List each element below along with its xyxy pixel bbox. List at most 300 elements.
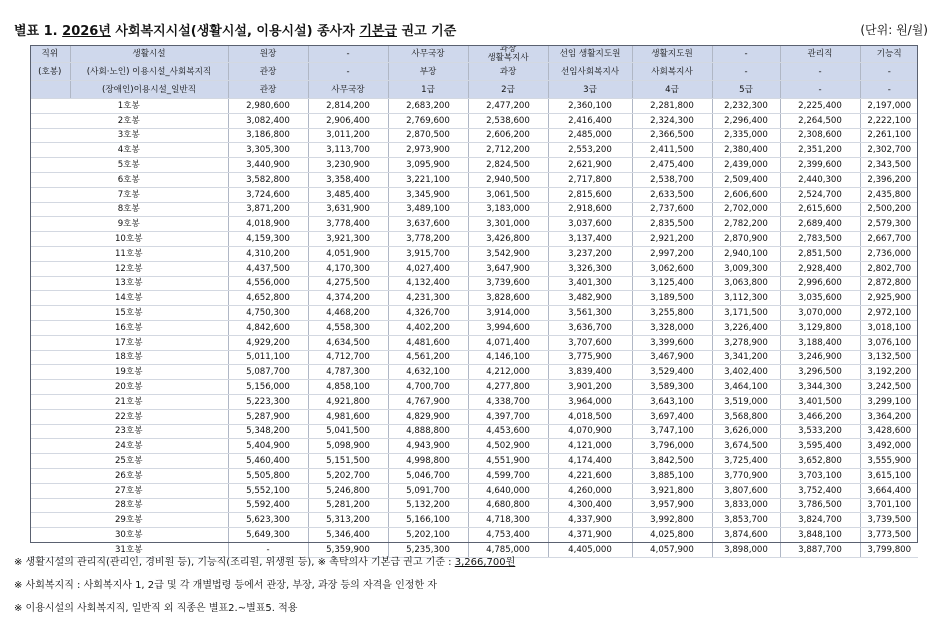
note-3: ※ 이용시설의 사회복지직, 일반직 외 직종은 별표2.~별표5. 적용 [14, 603, 298, 614]
header-cell: 2급 [468, 81, 548, 99]
salary-cell: 3,305,300 [228, 143, 308, 158]
salary-cell: 3,901,200 [548, 380, 632, 395]
salary-cell: 5,359,900 [308, 542, 388, 557]
salary-cell: 4,310,200 [228, 246, 308, 261]
salary-cell: 3,874,600 [712, 528, 780, 543]
salary-cell: 5,098,900 [308, 439, 388, 454]
table-row [30, 483, 918, 498]
salary-cell: 3,582,800 [228, 172, 308, 187]
salary-cell: 2,736,000 [860, 246, 918, 261]
salary-cell: 3,725,400 [712, 454, 780, 469]
salary-cell: 4,700,700 [388, 380, 468, 395]
salary-cell: 4,231,300 [388, 291, 468, 306]
salary-cell: 4,371,900 [548, 528, 632, 543]
header-cell: 원장 [228, 45, 308, 63]
salary-cell: 4,929,200 [228, 335, 308, 350]
salary-cell: 3,246,900 [780, 350, 860, 365]
salary-cell: 5,552,100 [228, 483, 308, 498]
salary-cell: 3,964,000 [548, 394, 632, 409]
salary-cell: 3,589,300 [632, 380, 712, 395]
salary-cell: 3,037,600 [548, 217, 632, 232]
salary-cell: 4,260,000 [548, 483, 632, 498]
salary-cell: 3,492,000 [860, 439, 918, 454]
salary-cell: 3,129,800 [780, 320, 860, 335]
salary-cell: 3,786,500 [780, 498, 860, 513]
salary-cell: 4,018,900 [228, 217, 308, 232]
table-row [30, 513, 918, 528]
salary-cell: 3,848,100 [780, 528, 860, 543]
salary-cell: 3,842,500 [632, 454, 712, 469]
salary-cell: 4,829,900 [388, 409, 468, 424]
salary-cell: 3,770,900 [712, 468, 780, 483]
header-cell: 선임사회복지사 [548, 63, 632, 81]
salary-cell: 3,533,200 [780, 424, 860, 439]
grade-cell: 1호봉 [30, 99, 228, 114]
note-1 [14, 553, 515, 568]
salary-cell: 2,509,400 [712, 172, 780, 187]
salary-cell: 4,599,700 [468, 468, 548, 483]
salary-cell: 3,132,500 [860, 350, 918, 365]
header-cell: 관장 [228, 63, 308, 81]
salary-cell: 4,326,700 [388, 306, 468, 321]
salary-cell: 2,232,300 [712, 99, 780, 114]
grade-cell: 25호봉 [30, 454, 228, 469]
header-cell: - [308, 63, 388, 81]
salary-cell: 2,335,000 [712, 128, 780, 143]
salary-cell: 2,712,200 [468, 143, 548, 158]
salary-cell: 4,051,900 [308, 246, 388, 261]
grade-cell: 9호봉 [30, 217, 228, 232]
grade-cell: 13호봉 [30, 276, 228, 291]
grade-cell: 19호봉 [30, 365, 228, 380]
salary-cell: 2,579,300 [860, 217, 918, 232]
header-cell: 3급 [548, 81, 632, 99]
table-row [30, 246, 918, 261]
salary-cell: 3,828,600 [468, 291, 548, 306]
salary-cell: 3,887,700 [780, 542, 860, 557]
salary-cell: 3,189,500 [632, 291, 712, 306]
header-cell: 사회복지사 [632, 63, 712, 81]
salary-cell: 2,538,700 [632, 172, 712, 187]
grade-cell: 3호봉 [30, 128, 228, 143]
salary-cell: 4,561,200 [388, 350, 468, 365]
salary-cell: 3,915,700 [388, 246, 468, 261]
salary-cell: 5,223,300 [228, 394, 308, 409]
salary-cell: - [228, 542, 308, 557]
salary-cell: 2,782,200 [712, 217, 780, 232]
salary-cell: 3,137,400 [548, 232, 632, 247]
salary-cell: 2,928,400 [780, 261, 860, 276]
header-cell: - [780, 63, 860, 81]
salary-cell: 3,752,400 [780, 483, 860, 498]
salary-cell: 5,132,200 [388, 498, 468, 513]
salary-cell: 2,396,200 [860, 172, 918, 187]
table-row [30, 335, 918, 350]
salary-cell: 3,529,400 [632, 365, 712, 380]
salary-cell: 5,166,100 [388, 513, 468, 528]
salary-cell: 3,183,000 [468, 202, 548, 217]
salary-cell: 4,785,000 [468, 542, 548, 557]
salary-cell: 4,888,800 [388, 424, 468, 439]
salary-cell: 4,712,700 [308, 350, 388, 365]
title-suffix: 권고 기준 [397, 24, 457, 39]
salary-cell: 4,146,100 [468, 350, 548, 365]
salary-cell: 3,921,300 [308, 232, 388, 247]
salary-cell: 4,405,000 [548, 542, 632, 557]
grade-cell: 2호봉 [30, 113, 228, 128]
table-row [30, 394, 918, 409]
salary-cell: 3,125,400 [632, 276, 712, 291]
grade-cell: 31호봉 [30, 542, 228, 557]
salary-cell: 5,460,400 [228, 454, 308, 469]
salary-cell: 2,835,500 [632, 217, 712, 232]
salary-cell: 4,842,600 [228, 320, 308, 335]
salary-cell: 2,399,600 [780, 158, 860, 173]
salary-cell: 3,466,200 [780, 409, 860, 424]
salary-cell: 3,561,300 [548, 306, 632, 321]
salary-cell: 4,121,000 [548, 439, 632, 454]
salary-cell: 4,767,900 [388, 394, 468, 409]
table-row [30, 409, 918, 424]
salary-cell: 4,374,200 [308, 291, 388, 306]
salary-cell: 2,500,200 [860, 202, 918, 217]
table-row [30, 202, 918, 217]
header-cell: 관리직 [780, 45, 860, 63]
salary-cell: 5,011,100 [228, 350, 308, 365]
grade-cell: 22호봉 [30, 409, 228, 424]
salary-cell: 2,264,500 [780, 113, 860, 128]
table-row [30, 454, 918, 469]
header-cell: 5급 [712, 81, 780, 99]
table-row [30, 261, 918, 276]
grade-cell: 18호봉 [30, 350, 228, 365]
header-cell [30, 81, 70, 99]
salary-cell: 2,615,600 [780, 202, 860, 217]
note-1-amount: 3,266,700원 [454, 557, 516, 568]
header-cell: (사회·노인) 이용시설_사회복지직 [70, 63, 228, 81]
salary-cell: 3,636,700 [548, 320, 632, 335]
grade-cell: 14호봉 [30, 291, 228, 306]
salary-cell: 2,973,900 [388, 143, 468, 158]
salary-cell: 4,680,800 [468, 498, 548, 513]
salary-cell: 3,739,500 [860, 513, 918, 528]
table-row [30, 306, 918, 321]
header-row [30, 63, 918, 81]
salary-cell: 3,328,000 [632, 320, 712, 335]
header-cell: 관장 [228, 81, 308, 99]
salary-cell: 2,702,000 [712, 202, 780, 217]
salary-cell: 2,524,700 [780, 187, 860, 202]
salary-cell: 3,061,500 [468, 187, 548, 202]
grade-cell: 30호봉 [30, 528, 228, 543]
salary-cell: 3,994,600 [468, 320, 548, 335]
salary-cell: 4,453,600 [468, 424, 548, 439]
salary-cell: 4,025,800 [632, 528, 712, 543]
grade-cell: 5호봉 [30, 158, 228, 173]
salary-cell: 2,769,600 [388, 113, 468, 128]
grade-cell: 7호봉 [30, 187, 228, 202]
title-year: 2026년 [62, 24, 111, 39]
salary-cell: 2,815,600 [548, 187, 632, 202]
salary-cell: 3,171,500 [712, 306, 780, 321]
salary-cell: 5,046,700 [388, 468, 468, 483]
grade-cell: 17호봉 [30, 335, 228, 350]
salary-cell: 5,202,100 [388, 528, 468, 543]
salary-cell: 5,592,400 [228, 498, 308, 513]
salary-cell: 2,824,500 [468, 158, 548, 173]
table-row [30, 424, 918, 439]
salary-cell: 3,992,800 [632, 513, 712, 528]
salary-cell: 3,824,700 [780, 513, 860, 528]
salary-cell: 5,287,900 [228, 409, 308, 424]
salary-cell: 3,192,200 [860, 365, 918, 380]
salary-cell: 5,623,300 [228, 513, 308, 528]
salary-cell: 2,870,500 [388, 128, 468, 143]
header-cell: - [860, 63, 918, 81]
title-prefix: 별표 1. [14, 24, 63, 39]
salary-cell: 2,717,800 [548, 172, 632, 187]
table-row [30, 113, 918, 128]
salary-cell: 3,898,000 [712, 542, 780, 557]
salary-cell: 3,426,800 [468, 232, 548, 247]
salary-cell: 3,428,600 [860, 424, 918, 439]
salary-cell: 4,858,100 [308, 380, 388, 395]
header-cell: 기능직 [860, 45, 918, 63]
salary-cell: 3,519,000 [712, 394, 780, 409]
salary-cell: 3,485,400 [308, 187, 388, 202]
salary-cell: 2,222,100 [860, 113, 918, 128]
grade-cell: 23호봉 [30, 424, 228, 439]
salary-cell: 3,237,200 [548, 246, 632, 261]
salary-cell: 4,018,500 [548, 409, 632, 424]
header-cell: 생활지도원 [632, 45, 712, 63]
salary-cell: 3,674,500 [712, 439, 780, 454]
note-1-text: ※ 생활시설의 관리직(관리인, 경비원 등), 기능직(조리원, 위생원 등), ※ 촉탁의사 기본급 권고 기준 : [14, 557, 455, 568]
salary-cell: 5,505,800 [228, 468, 308, 483]
salary-cell: 2,667,700 [860, 232, 918, 247]
salary-cell: 2,225,400 [780, 99, 860, 114]
salary-cell: 3,011,200 [308, 128, 388, 143]
salary-cell: 4,634,500 [308, 335, 388, 350]
table-row [30, 439, 918, 454]
table-row [30, 320, 918, 335]
salary-cell: 2,416,400 [548, 113, 632, 128]
salary-cell: 5,346,400 [308, 528, 388, 543]
salary-cell: 3,626,000 [712, 424, 780, 439]
salary-cell: 3,341,200 [712, 350, 780, 365]
salary-cell: 2,606,200 [468, 128, 548, 143]
salary-cell: 2,783,500 [780, 232, 860, 247]
grade-cell: 16호봉 [30, 320, 228, 335]
salary-cell: 2,633,500 [632, 187, 712, 202]
table-row [30, 365, 918, 380]
title-middle: 사회복지시설(생활시설, 이용시설) 종사자 [110, 24, 360, 39]
salary-cell: 3,482,900 [548, 291, 632, 306]
salary-cell: 2,870,900 [712, 232, 780, 247]
salary-cell: 5,041,500 [308, 424, 388, 439]
salary-cell: 3,739,600 [468, 276, 548, 291]
salary-cell: 4,481,600 [388, 335, 468, 350]
header-cell: - [712, 63, 780, 81]
grade-cell: 29호봉 [30, 513, 228, 528]
salary-cell: 3,063,800 [712, 276, 780, 291]
salary-cell: 3,344,300 [780, 380, 860, 395]
salary-cell: 3,076,100 [860, 335, 918, 350]
table-row [30, 172, 918, 187]
salary-cell: 2,918,600 [548, 202, 632, 217]
salary-cell: 2,351,200 [780, 143, 860, 158]
salary-cell: 3,833,000 [712, 498, 780, 513]
salary-cell: 2,872,800 [860, 276, 918, 291]
salary-cell: 3,957,900 [632, 498, 712, 513]
salary-cell: 5,156,000 [228, 380, 308, 395]
table-row [30, 291, 918, 306]
salary-cell: 4,212,000 [468, 365, 548, 380]
salary-cell: 2,380,400 [712, 143, 780, 158]
salary-table [30, 45, 918, 558]
salary-cell: 2,360,100 [548, 99, 632, 114]
salary-cell: 3,062,600 [632, 261, 712, 276]
salary-cell: 2,997,200 [632, 246, 712, 261]
salary-cell: 4,338,700 [468, 394, 548, 409]
salary-cell: 2,308,600 [780, 128, 860, 143]
salary-cell: 4,632,100 [388, 365, 468, 380]
salary-cell: 3,401,500 [780, 394, 860, 409]
salary-cell: 5,151,500 [308, 454, 388, 469]
salary-cell: 4,132,400 [388, 276, 468, 291]
salary-cell: 3,778,400 [308, 217, 388, 232]
salary-cell: 4,998,800 [388, 454, 468, 469]
salary-cell: 5,348,200 [228, 424, 308, 439]
grade-cell: 27호봉 [30, 483, 228, 498]
salary-cell: 3,095,900 [388, 158, 468, 173]
salary-cell: 4,787,300 [308, 365, 388, 380]
salary-cell: 3,778,200 [388, 232, 468, 247]
salary-cell: 3,796,000 [632, 439, 712, 454]
salary-cell: 2,477,200 [468, 99, 548, 114]
grade-cell: 12호봉 [30, 261, 228, 276]
salary-cell: 4,170,300 [308, 261, 388, 276]
salary-cell: 3,914,000 [468, 306, 548, 321]
header-cell: 4급 [632, 81, 712, 99]
salary-cell: 4,640,000 [468, 483, 548, 498]
salary-cell: 2,925,900 [860, 291, 918, 306]
salary-cell: 3,853,700 [712, 513, 780, 528]
salary-cell: 3,345,900 [388, 187, 468, 202]
grade-cell: 21호봉 [30, 394, 228, 409]
salary-cell: 4,718,300 [468, 513, 548, 528]
salary-cell: 2,197,000 [860, 99, 918, 114]
salary-cell: 4,437,500 [228, 261, 308, 276]
salary-cell: 4,502,900 [468, 439, 548, 454]
salary-cell: 3,647,900 [468, 261, 548, 276]
salary-cell: 2,921,200 [632, 232, 712, 247]
salary-cell: 4,753,400 [468, 528, 548, 543]
salary-cell: 2,296,400 [712, 113, 780, 128]
grade-cell: 10호봉 [30, 232, 228, 247]
salary-cell: 3,082,400 [228, 113, 308, 128]
header-cell: 과장 생활복지사 [468, 45, 548, 63]
salary-cell: 3,399,600 [632, 335, 712, 350]
salary-cell: 5,649,300 [228, 528, 308, 543]
salary-cell: 3,724,600 [228, 187, 308, 202]
salary-cell: 3,839,400 [548, 365, 632, 380]
salary-cell: 4,551,900 [468, 454, 548, 469]
salary-cell: 2,851,500 [780, 246, 860, 261]
header-cell: 생활시설 [70, 45, 228, 63]
salary-cell: 4,921,800 [308, 394, 388, 409]
salary-cell: 2,972,100 [860, 306, 918, 321]
salary-cell: 2,553,200 [548, 143, 632, 158]
table-row [30, 350, 918, 365]
salary-cell: 2,302,700 [860, 143, 918, 158]
salary-cell: 2,538,600 [468, 113, 548, 128]
salary-cell: 3,747,100 [632, 424, 712, 439]
table-row [30, 128, 918, 143]
salary-cell: 3,402,400 [712, 365, 780, 380]
document-title [14, 20, 456, 39]
salary-cell: 4,275,500 [308, 276, 388, 291]
salary-cell: 4,337,900 [548, 513, 632, 528]
salary-cell: 3,871,200 [228, 202, 308, 217]
grade-cell: 6호봉 [30, 172, 228, 187]
salary-cell: 4,981,600 [308, 409, 388, 424]
salary-cell: 2,439,000 [712, 158, 780, 173]
salary-cell: 3,221,100 [388, 172, 468, 187]
salary-cell: 2,485,000 [548, 128, 632, 143]
salary-cell: 2,281,800 [632, 99, 712, 114]
salary-cell: 3,070,000 [780, 306, 860, 321]
salary-cell: 3,440,900 [228, 158, 308, 173]
salary-cell: 4,221,600 [548, 468, 632, 483]
salary-cell: 3,018,100 [860, 320, 918, 335]
header-cell: 부장 [388, 63, 468, 81]
grade-cell: 11호봉 [30, 246, 228, 261]
salary-cell: 3,707,600 [548, 335, 632, 350]
salary-cell: 3,664,400 [860, 483, 918, 498]
salary-cell: 4,027,400 [388, 261, 468, 276]
grade-cell: 20호봉 [30, 380, 228, 395]
table-row [30, 276, 918, 291]
salary-cell: 3,186,800 [228, 128, 308, 143]
salary-cell: 3,188,400 [780, 335, 860, 350]
salary-cell: 3,652,800 [780, 454, 860, 469]
salary-cell: 2,689,400 [780, 217, 860, 232]
salary-cell: 3,799,800 [860, 542, 918, 557]
salary-cell: 3,230,900 [308, 158, 388, 173]
salary-cell: 4,750,300 [228, 306, 308, 321]
salary-cell: 3,009,300 [712, 261, 780, 276]
salary-cell: 5,087,700 [228, 365, 308, 380]
salary-cell: 3,807,600 [712, 483, 780, 498]
salary-cell: 2,621,900 [548, 158, 632, 173]
salary-cell: 3,703,100 [780, 468, 860, 483]
salary-cell: 2,324,300 [632, 113, 712, 128]
salary-cell: 3,358,400 [308, 172, 388, 187]
header-cell: (장애인)이용시설_일반직 [70, 81, 228, 99]
salary-cell: 4,159,300 [228, 232, 308, 247]
grade-cell: 28호봉 [30, 498, 228, 513]
salary-cell: 4,397,700 [468, 409, 548, 424]
salary-cell: 3,401,300 [548, 276, 632, 291]
salary-cell: 3,643,100 [632, 394, 712, 409]
table-row [30, 158, 918, 173]
table-row [30, 99, 918, 114]
salary-cell: 3,255,800 [632, 306, 712, 321]
salary-cell: 5,202,700 [308, 468, 388, 483]
salary-cell: 4,071,400 [468, 335, 548, 350]
grade-cell: 8호봉 [30, 202, 228, 217]
